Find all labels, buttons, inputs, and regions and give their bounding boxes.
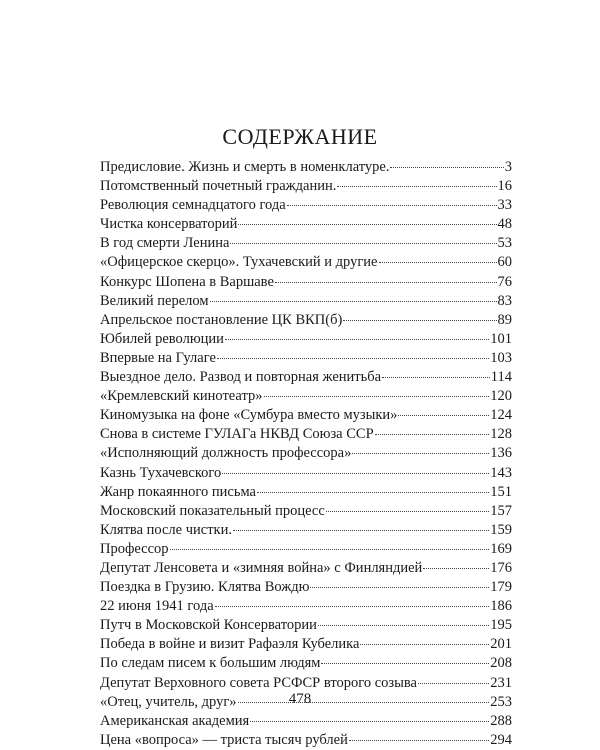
toc-entry-page-number: 195 xyxy=(490,617,512,634)
toc-entry-page-number: 103 xyxy=(490,349,512,366)
toc-entry xyxy=(100,635,512,654)
toc-entry-label: Клятва после чистки. xyxy=(100,521,232,538)
dot-leader xyxy=(418,683,489,684)
dot-leader xyxy=(321,663,489,664)
page-title: СОДЕРЖАНИЕ xyxy=(222,124,378,149)
dot-leader xyxy=(215,606,490,607)
dot-leader xyxy=(326,511,489,512)
toc-entry-page-number: 208 xyxy=(490,655,512,672)
toc-entry xyxy=(100,330,512,349)
toc-entry-page-number: 136 xyxy=(490,445,512,462)
toc-entry-label: Снова в системе ГУЛАГа НКВД Союза ССР xyxy=(100,426,374,443)
toc-entry-label: Цена «вопроса» — триста тысяч рублей xyxy=(100,731,348,748)
toc-entry xyxy=(100,387,512,406)
dot-leader xyxy=(275,282,497,283)
toc-entry-label: Апрельское постановление ЦК ВКП(б) xyxy=(100,311,343,328)
toc-entry-label: Юбилей революции xyxy=(100,330,224,347)
toc-entry-page-number: 143 xyxy=(490,464,512,481)
toc-entry xyxy=(100,158,512,177)
toc-entry-page-number: 48 xyxy=(497,216,512,233)
toc-entry-label: Революция семнадцатого года xyxy=(100,197,286,214)
toc-entry-page-number: 201 xyxy=(490,636,512,653)
toc-entry-label: По следам писем к большим людям xyxy=(100,655,321,672)
toc-entry-page-number: 176 xyxy=(490,559,512,576)
toc-entry-page-number: 294 xyxy=(490,731,512,748)
dot-leader xyxy=(375,434,490,435)
dot-leader xyxy=(250,721,489,722)
toc-entry xyxy=(100,215,512,234)
toc-entry xyxy=(100,196,512,215)
toc-entry-page-number: 288 xyxy=(490,712,512,729)
toc-entry xyxy=(100,712,512,731)
toc-entry xyxy=(100,731,512,750)
dot-leader xyxy=(238,224,496,225)
dot-leader xyxy=(352,453,489,454)
toc-entry-label: Потомственный почетный гражданин. xyxy=(100,178,337,195)
toc-entry xyxy=(100,349,512,368)
toc-entry-page-number: 76 xyxy=(497,273,512,290)
dot-leader xyxy=(360,644,489,645)
toc-entry xyxy=(100,292,512,311)
toc-entry-page-number: 89 xyxy=(497,311,512,328)
toc-entry-page-number: 120 xyxy=(490,388,512,405)
toc-entry xyxy=(100,444,512,463)
toc-entry-label: Конкурс Шопена в Варшаве xyxy=(100,273,274,290)
toc-entry-label: «Офицерское скерцо». Тухачевский и другие xyxy=(100,254,378,271)
toc-entry-page-number: 53 xyxy=(497,235,512,252)
toc-entry-page-number: 186 xyxy=(490,598,512,615)
dot-leader xyxy=(233,530,489,531)
dot-leader xyxy=(390,167,503,168)
toc-entry xyxy=(100,616,512,635)
toc-entry xyxy=(100,578,512,597)
toc-entry xyxy=(100,368,512,387)
dot-leader xyxy=(310,587,489,588)
toc-entry xyxy=(100,464,512,483)
toc-entry xyxy=(100,253,512,272)
dot-leader xyxy=(230,243,496,244)
toc-entry-page-number: 253 xyxy=(490,693,512,710)
dot-leader xyxy=(423,568,489,569)
toc-entry xyxy=(100,483,512,502)
toc-entry-label: Киномузыка на фоне «Сумбура вместо музыки» xyxy=(100,407,398,424)
toc-entry xyxy=(100,559,512,578)
toc-entry-label: Великий перелом xyxy=(100,292,209,309)
dot-leader xyxy=(382,377,490,378)
page-number: 478 xyxy=(288,691,312,707)
toc-entry-label: «Кремлевский кинотеатр» xyxy=(100,388,263,405)
toc-entry-page-number: 128 xyxy=(490,426,512,443)
toc-entry-page-number: 179 xyxy=(490,579,512,596)
toc-entry-page-number: 151 xyxy=(490,483,512,500)
dot-leader xyxy=(170,549,490,550)
toc-entry-page-number: 124 xyxy=(490,407,512,424)
toc-entry-page-number: 231 xyxy=(490,674,512,691)
toc-entry-label: Впервые на Гулаге xyxy=(100,349,216,366)
toc-entry-label: Американская академия xyxy=(100,712,250,729)
toc-entry xyxy=(100,597,512,616)
toc-entry xyxy=(100,502,512,521)
toc-entry-label: Депутат Ленсовета и «зимняя война» с Финляндией xyxy=(100,559,423,576)
dot-leader xyxy=(398,415,489,416)
dot-leader xyxy=(225,339,489,340)
toc-entry-label: Чистка консерваторий xyxy=(100,216,238,233)
toc-entry-label: «Отец, учитель, друг» xyxy=(100,693,237,710)
toc-entry-label: Победа в войне и визит Рафаэля Кубелика xyxy=(100,636,360,653)
toc-entry-label: «Исполняющий должность профессора» xyxy=(100,445,352,462)
dot-leader xyxy=(264,396,490,397)
toc-entry-page-number: 157 xyxy=(490,502,512,519)
dot-leader xyxy=(210,301,497,302)
toc-entry-label: Предисловие. Жизнь и смерть в номенклатуре. xyxy=(100,159,390,175)
table-of-contents xyxy=(100,158,512,750)
toc-entry-label: 22 июня 1941 года xyxy=(100,598,214,615)
toc-entry-page-number: 159 xyxy=(490,521,512,538)
toc-entry xyxy=(100,177,512,196)
toc-entry xyxy=(100,540,512,559)
toc-entry xyxy=(100,425,512,444)
toc-entry-page-number: 60 xyxy=(497,254,512,271)
toc-entry-label: Московский показательный процесс xyxy=(100,502,325,519)
toc-entry-label: Путч в Московской Консерватории xyxy=(100,617,317,634)
toc-entry xyxy=(100,234,512,253)
dot-leader xyxy=(318,625,489,626)
toc-entry-label: Жанр покаянного письма xyxy=(100,483,256,500)
dot-leader xyxy=(343,320,496,321)
dot-leader xyxy=(217,358,489,359)
toc-entry xyxy=(100,406,512,425)
toc-entry-page-number: 16 xyxy=(497,178,512,195)
dot-leader xyxy=(287,205,497,206)
dot-leader xyxy=(257,492,489,493)
toc-entry-label: Казнь Тухачевского xyxy=(100,464,222,481)
dot-leader xyxy=(222,473,489,474)
toc-entry-page-number: 101 xyxy=(490,330,512,347)
toc-entry xyxy=(100,311,512,330)
dot-leader xyxy=(337,186,496,187)
dot-leader xyxy=(349,740,489,741)
toc-entry-label: Депутат Верховного совета РСФСР второго созыва xyxy=(100,674,417,691)
toc-entry-page-number: 114 xyxy=(490,369,512,386)
toc-entry-page-number: 169 xyxy=(490,540,512,557)
dot-leader xyxy=(379,262,497,263)
toc-entry-page-number: 83 xyxy=(497,292,512,309)
toc-entry xyxy=(100,273,512,292)
toc-entry-label: В год смерти Ленина xyxy=(100,235,230,252)
toc-entry xyxy=(100,654,512,673)
toc-entry xyxy=(100,521,512,540)
toc-entry-page-number: 33 xyxy=(497,197,512,214)
toc-entry-page-number: 3 xyxy=(504,159,512,175)
toc-entry-label: Выездное дело. Развод и повторная женитьба xyxy=(100,369,382,386)
toc-entry-label: Поездка в Грузию. Клятва Вождю xyxy=(100,579,310,596)
toc-entry-label: Профессор xyxy=(100,540,169,557)
